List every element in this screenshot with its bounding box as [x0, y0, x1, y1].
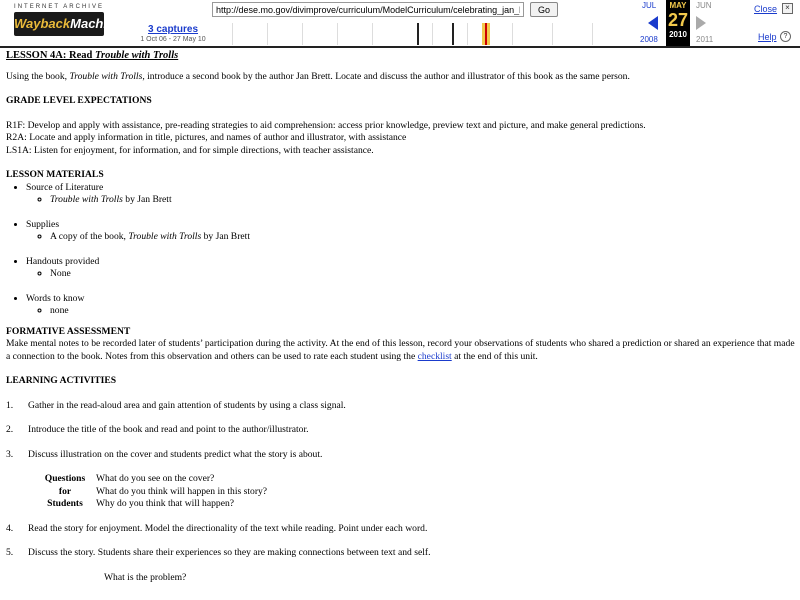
year-next: 2011	[696, 35, 714, 44]
materials-source-label: Source of Literature	[26, 181, 104, 193]
activity-text: Discuss the story. Students share their experiences so they are making connections between text and self.	[28, 547, 431, 558]
logo-wayback-text: Wayback	[14, 16, 71, 31]
activity-item	[6, 424, 796, 437]
expectation-item: R2A: Locate and apply information in title, pictures, and names of author and illustrator, with assistance	[6, 132, 407, 143]
formative-heading: FORMATIVE ASSESSMENT	[6, 325, 131, 337]
supplies-book: Trouble with Trolls	[128, 231, 202, 242]
questions-row	[40, 473, 273, 486]
materials-words-item: ◦ none	[50, 305, 796, 318]
date-navigator	[640, 0, 720, 46]
logo-machine-text: Machine	[70, 16, 123, 31]
intro-text: Using the book,	[6, 70, 70, 82]
timeline-tick	[592, 23, 593, 45]
timeline-tick	[302, 23, 303, 45]
timeline-tick	[232, 23, 233, 45]
timeline-tick	[337, 23, 338, 45]
materials-list	[6, 219, 796, 244]
materials-heading: LESSON MATERIALS	[6, 169, 104, 180]
wayback-logo[interactable]	[14, 4, 123, 42]
timeline-tick	[552, 23, 553, 45]
formative-text-a: Make mental notes to be recorded later of students’ participation during the activity. At the end of this lesson, record your observations of students who shared a prediction or shared an experience that made a connection to the book. Notes from this observation and others can be used to rate each student using the	[6, 338, 795, 362]
questions-label: for	[58, 485, 72, 497]
activity-text: Read the story for enjoyment. Model the directionality of the text while reading. Point under each word.	[28, 522, 428, 534]
timeline-tick	[432, 23, 433, 45]
activities-list	[6, 400, 796, 462]
materials-list	[6, 256, 796, 281]
lesson-title-prefix: LESSON 4A: Read	[6, 50, 95, 61]
activity-item	[6, 547, 796, 560]
last-question: What is the problem?	[104, 571, 187, 583]
activity-text: Gather in the read-aloud area and gain attention of students by using a class signal.	[28, 399, 346, 411]
materials-handouts-item: ◦ None	[50, 268, 796, 281]
supplies-author: by Jan Brett	[201, 231, 250, 242]
materials-list	[6, 293, 796, 318]
close-link[interactable]: Close	[754, 4, 778, 14]
help-icon[interactable]: ?	[780, 31, 791, 42]
materials-supplies-item	[50, 231, 796, 244]
next-capture-arrow-icon	[696, 16, 706, 30]
activity-number: 1.	[6, 399, 14, 411]
questions-row	[40, 486, 273, 499]
intro-text: , introduce a second book by the author Jan Brett. Locate and discuss the author and illustrator of this book as the same person.	[142, 70, 630, 82]
captures-link[interactable]: 3 captures	[147, 24, 199, 35]
materials-words	[26, 293, 796, 318]
year-prev[interactable]: 2008	[640, 35, 658, 44]
lesson-title-book: Trouble with Trolls	[94, 50, 179, 61]
formative-text	[6, 338, 796, 363]
questions-table	[40, 473, 273, 511]
materials-supplies-label: Supplies	[26, 218, 60, 230]
month-next: JUN	[696, 1, 712, 10]
captures-info	[136, 24, 210, 43]
question-text: What do you think will happen in this story?	[96, 485, 268, 497]
timeline-tick	[267, 23, 268, 45]
supplies-text: A copy of the book,	[50, 231, 129, 242]
timeline-current-mark[interactable]	[485, 23, 487, 45]
activity-number: 3.	[6, 448, 14, 460]
wayback-toolbar	[0, 0, 800, 48]
questions-row	[40, 498, 273, 511]
materials-supplies	[26, 219, 796, 244]
activity-text: Discuss illustration on the cover and students predict what the story is about.	[28, 448, 323, 460]
current-capture-date	[666, 0, 690, 46]
checklist-link[interactable]: checklist	[417, 350, 452, 362]
wayback-url-input[interactable]	[212, 2, 524, 17]
lesson-page	[6, 50, 796, 584]
timeline-capture-mark[interactable]	[452, 23, 454, 45]
materials-handouts-label: Handouts provided	[26, 255, 100, 267]
materials-source-item	[50, 194, 796, 207]
activity-text: Introduce the title of the book and read and point to the author/illustrator.	[28, 424, 309, 435]
month-current: MAY	[669, 1, 687, 10]
activities-list	[6, 523, 796, 560]
timeline-tick	[467, 23, 468, 45]
activities-heading: LEARNING ACTIVITIES	[6, 375, 117, 386]
expectation-item: LS1A: Listen for enjoyment, for information, and for simple directions, with teacher assistance.	[6, 144, 374, 156]
questions-label: Questions	[44, 473, 86, 484]
activity-number: 5.	[6, 547, 14, 558]
month-prev[interactable]: JUL	[642, 1, 657, 10]
day-current: 27	[667, 10, 689, 30]
questions-label: Students	[47, 498, 83, 509]
captures-range: 1 Oct 06 - 27 May 10	[140, 36, 206, 43]
activity-item	[6, 449, 796, 462]
logo-internet-archive: INTERNET ARCHIVE	[14, 4, 104, 10]
source-book: Trouble with Trolls	[50, 194, 123, 205]
activity-item	[6, 400, 796, 413]
prev-capture-arrow-icon[interactable]	[648, 16, 658, 30]
help-link[interactable]: Help	[758, 32, 777, 42]
go-button[interactable]: Go	[530, 2, 558, 17]
materials-source	[26, 182, 796, 207]
year-current: 2010	[669, 30, 687, 39]
logo-wayback-machine	[14, 12, 123, 36]
formative-text-b: at the end of this unit.	[451, 350, 538, 362]
materials-handouts	[26, 256, 796, 281]
lesson-title	[6, 50, 796, 63]
expectations-heading: GRADE LEVEL EXPECTATIONS	[6, 95, 152, 106]
timeline-tick	[512, 23, 513, 45]
capture-timeline[interactable]	[212, 23, 632, 45]
lesson-intro	[6, 71, 796, 84]
materials-list	[6, 182, 796, 207]
source-author: by Jan Brett	[122, 194, 172, 205]
activity-item	[6, 523, 796, 536]
activity-number: 2.	[6, 424, 14, 435]
close-icon[interactable]: ×	[782, 3, 793, 14]
intro-book: Trouble with Trolls	[69, 70, 143, 82]
materials-words-label: Words to know	[26, 292, 85, 304]
question-text: Why do you think that will happen?	[96, 498, 235, 509]
expectation-item: R1F: Develop and apply with assistance, pre-reading strategies to aid comprehension: access prior knowledge, preview text and picture, and make general predictions.	[6, 119, 646, 131]
activity-number: 4.	[6, 522, 14, 534]
question-text: What do you see on the cover?	[96, 473, 215, 484]
timeline-capture-mark[interactable]	[417, 23, 419, 45]
timeline-tick	[372, 23, 373, 45]
